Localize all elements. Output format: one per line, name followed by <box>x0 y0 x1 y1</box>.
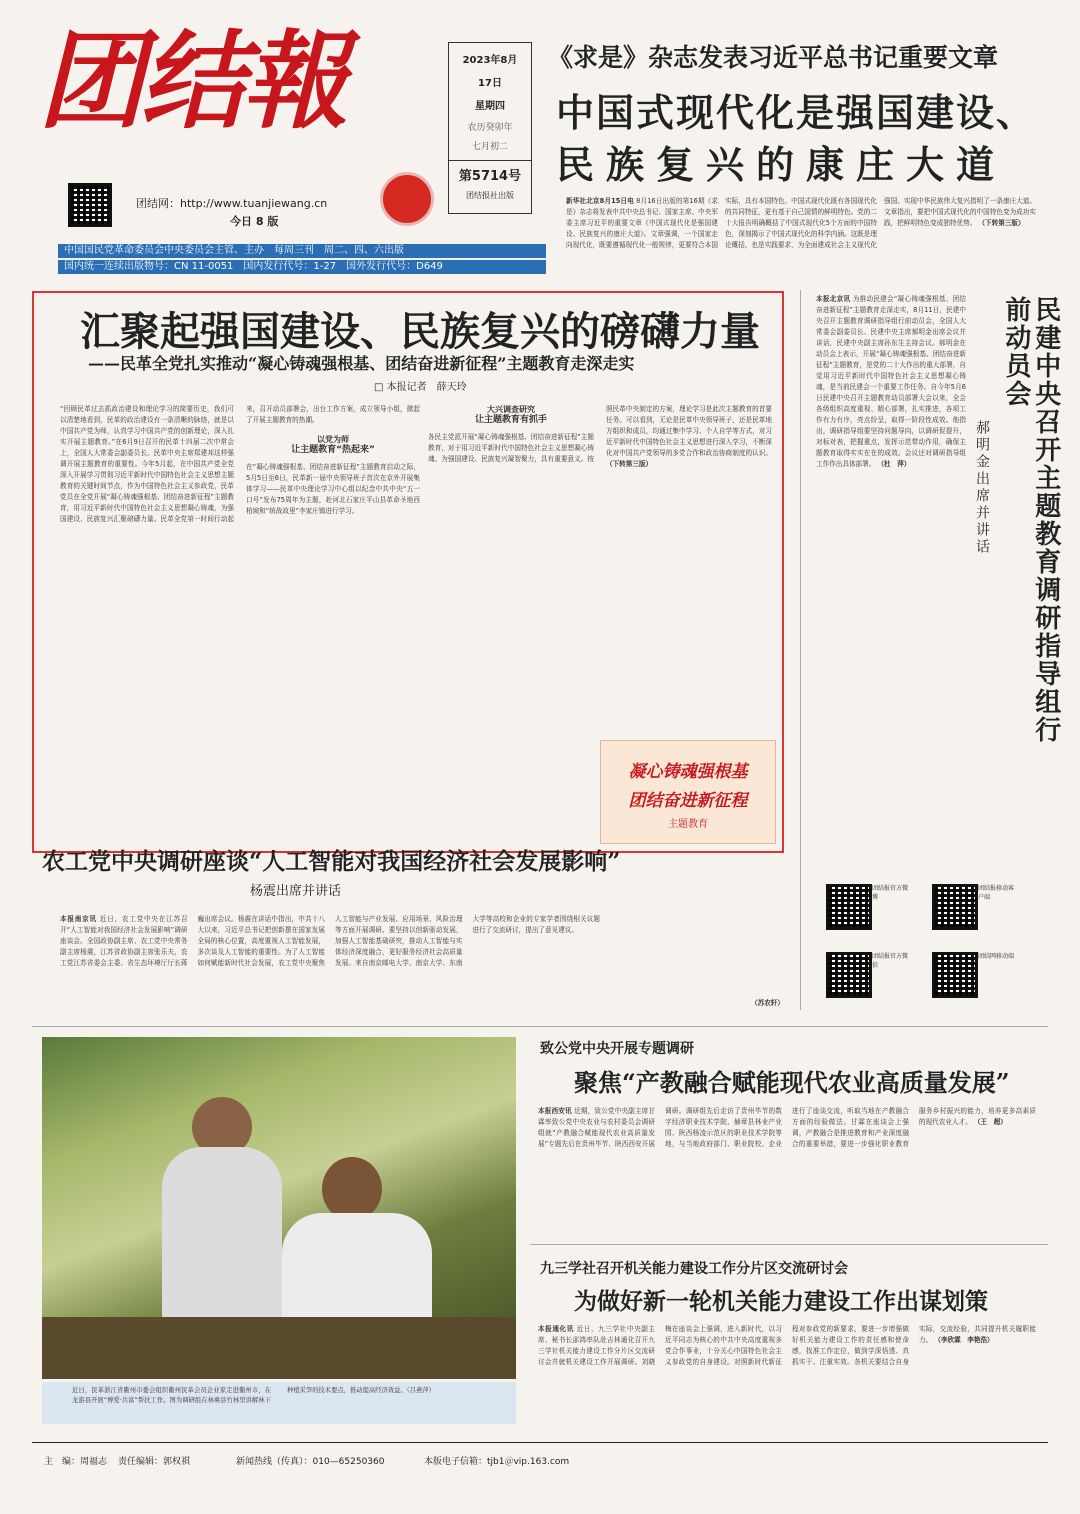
agri-story-body <box>60 914 600 1016</box>
publisher: 团结报社出版 <box>466 191 514 200</box>
theme-promo-banner <box>600 740 776 844</box>
footer-editor-chief: 主 编：周福志 <box>44 1457 108 1467</box>
agri-end: （苏农轩） <box>751 999 784 1007</box>
jiusan-body <box>538 1324 1036 1436</box>
date-box <box>448 42 532 214</box>
promo-line-2: 团结奋进新征程 <box>628 791 748 811</box>
lead-kicker: 《求是》杂志发表习近平总书记重要文章 <box>548 43 999 72</box>
right-divider <box>800 290 801 1010</box>
qr-label-wechat: 团结报官方微信 <box>872 953 909 969</box>
lead-body <box>566 196 1036 278</box>
website-url: 团结网：http://www.tuanjiewang.cn <box>136 197 328 210</box>
agri-story-body-2 <box>604 858 784 1012</box>
zhigong-body <box>538 1106 1036 1224</box>
party-emblem-icon <box>380 172 434 226</box>
agri-byline: 本报南京讯 <box>60 915 97 923</box>
right-story-title: 民建中央召开主题教育调研指导组行前动员会 <box>1000 296 1061 744</box>
sub1-title: 让主题教育“热起来” <box>291 445 375 455</box>
lead-byline: 新华社北京8月15日电 <box>566 197 634 205</box>
right-mid-rule <box>530 1244 1048 1245</box>
right-story-byline: 本报北京讯 <box>816 295 851 303</box>
banner-1-text: 中国国民党革命委员会中央委员会主管、主办 每周三刊 周二、四、六出版 <box>64 245 404 256</box>
news-photo <box>42 1037 516 1379</box>
lead-title-line-1: 中国式现代化是强国建设、 <box>556 90 1037 135</box>
feature-title: 汇聚起强国建设、民族复兴的磅礴力量 <box>80 308 760 355</box>
qr-code-wechat <box>826 952 872 998</box>
agri-text: 近日，农工党中央在江苏召开“人工智能对我国经济社会发展影响”调研座谈会。全国政协副主席、农工党中央常务副主席杨震，江苏省政协副主席张乐夫，农工党江苏省委会主委、省生态环境厅厅长蒋巍出席会议。杨震在讲话中指出，中共十八大以来，习近平总书记把创新摆在国家发展全局的核心位置，高度重视人工智能发展，多次谈及人工智能的重要性。为了人工智能如何赋能新时代社会发展，农工党中央聚焦人工智能与产业发展、应用场景、风险治理等方面开展调研。要坚持以创新驱动发展，加强人工智能基础研究，推动人工智能与实体经济深度融合，更好服务经济社会高质量发展。来自南京邮电大学、南京大学、东南大学等高校和企业的专家学者围绕相关议题进行了交流研讨，提出了意见建议。 <box>60 915 600 967</box>
jiusan-text: 近日，九三学社中央副主席、秘书长邵鸿率队赴吉林通化召开九三学社机关能力建设工作分片区交流研讨会并就机关建设工作开展调研。刘晓梅在座谈会上强调，进入新时代，以习近平同志为核心的中共中央高度重视多党合作事业，十分关心中国特色社会主义参政党的自身建设。对照新时代新征程对参政党的新要求，要进一步增强做好机关能力建设工作的责任感和使命感，找准工作定位，做到学深悟透、真抓实干、注重实效。各机关要结合自身实际，交流经验，共同提升机关履职能力。 <box>538 1325 1036 1366</box>
masthead-logo: 团结報 <box>38 18 344 143</box>
photo-person-1-body <box>162 1147 282 1327</box>
sub2-body: 各民主党派开展“凝心铸魂强根基、团结奋进新征程”主题教育，对于用习近平新时代中国特色社会主义思想凝心铸魂、为强国建设、民族复兴凝智聚力，具有重要意义。按照民革中央制定的方案，理论学习是此次主题教育的首要任务。可以看到，无论是民革中央领导班子，还是民革地方组织和成员，均通过集中学习、个人自学等方式，对习近平新时代中国特色社会主义思想进行深入学习，不断深化对中国共产党领导的多党合作和政治协商制度的认识。 <box>428 405 772 463</box>
feature-body-text: “回顾民革过去抓政治建设和理论学习的简要历史，我们可以清楚地看到，民革的政治建设有一条清晰的脉络，就是以中国共产党为师，认真学习中国共产党的创新理论，深入扎实开展主题教育。”在6月9日召开的民革十四届二次中常会上，全国人大常委会副委员长、民革中央主席郑建邦这样强调开展主题教育的重要性。今年5月起，在中国共产党全党深入开展学习贯彻习近平新时代中国特色社会主义思想主题教育的关键时间节点，作为中国特色社会主义参政党，民革党员在全党开展“凝心铸魂强根基、团结奋进新征程”主题教育，用习近平新时代中国特色社会主义思想凝心铸魂，为强国建设、民族复兴汇聚磅礴力量。民革全党第一时间行动起来，召开动员部署会，出台工作方案，成立领导小组，掀起了开展主题教育的热潮。 <box>60 405 420 523</box>
promo-line-1: 凝心铸魂强根基 <box>628 762 748 782</box>
footer-hotline: 新闻热线（传真）：010—65250360 <box>236 1457 385 1467</box>
lead-body-text: 8月16日出版的第16期《求是》杂志将发表中共中央总书记、国家主席、中央军委主席习近平的重要文章《中国式现代化是强国建设、民族复兴的康庄大道》。文章强调，一个国家走向现代化，既要遵循现代化一般规律，更要符合本国实际，具有本国特色。中国式现代化既有各国现代化的共同特征，更有基于自己国情的鲜明特色。党的二十大报告明确概括了中国式现代化5个方面的中国特色，深刻揭示了中国式现代化的科学内涵。这既是理论概括，也是实践要求，为全面建成社会主义现代化强国、实现中华民族伟大复兴指明了一条康庄大道。文章指出，要把中国式现代化的中国特色变为成功实践，把鲜明特色变成独特优势。 <box>566 197 1036 249</box>
footer-rule <box>32 1442 1048 1443</box>
date-lunar-day: 七月初二 <box>471 142 508 152</box>
qr-code-weibo <box>826 884 872 930</box>
page-count: 今日 8 版 <box>230 215 279 228</box>
header-banner-2 <box>58 260 546 274</box>
issue-number: 第5714号 <box>449 160 531 184</box>
jiusan-kicker: 九三学社召开机关能力建设工作分片区交流研讨会 <box>540 1261 848 1277</box>
feature-col-left <box>60 404 420 844</box>
banner-2-text: 国内统一连续出版物号：CN 11-0051 国内发行代号：1-27 国外发行代号：D649 <box>64 261 443 272</box>
jiusan-byline: 本报通化讯 <box>538 1325 574 1333</box>
right-story-end: （杜 萍） <box>877 460 911 468</box>
sub2-kicker: 大兴调查研究 <box>487 405 535 414</box>
zhigong-text: 近期，致公党中央副主席甘霖率致公党中央农业与农村委员会调研组就“产教融合赋能现代农业高质量发展”专题先后在贵州毕节、陕西西安开展调研。调研组先后走访了贵州毕节的数字经济职业技术学院、赫章县林业产业园、陕西杨凌示范区的职业技术学院等地，与当地政府部门、职业院校、企业进行了座谈交流，听取当地在产教融合方面的经验做法。甘霖在座谈会上强调，产教融合是推进教育和产业深度融合的重要举措，要进一步强化职业教育服务乡村振兴的能力，培养更多高素质的现代农业人才。 <box>538 1107 1036 1148</box>
qr-code-web <box>932 952 978 998</box>
website-qr-code <box>68 183 112 227</box>
photo-ground <box>42 1317 516 1379</box>
photo-caption-text: 近日，民革浙江省衢州市委会组织衢州民革会员企业家走进衢州市，在龙游县开展“博爱·共富”帮扶工作。图为调研组在林乘县竹林里讲解林下种植采笋的技术要点，推动提高经济效益。（吕燕萍） <box>72 1387 435 1404</box>
right-story-subtitle: 郝明金出席并讲话 <box>974 420 990 556</box>
agri-story-title: 农工党中央调研座谈“人工智能对我国经济社会发展影响” <box>42 848 621 875</box>
agri-story-subtitle: 杨震出席并讲话 <box>250 884 342 899</box>
photo-caption <box>42 1382 516 1424</box>
photo-person-2 <box>322 1157 382 1221</box>
qr-label-app: 团结报移动客户端 <box>978 885 1015 901</box>
promo-line-3: 主题教育 <box>668 819 708 830</box>
qr-label-web: 团结网移动端 <box>978 953 1015 960</box>
lead-continued: （下转第三版） <box>978 219 1025 227</box>
jiusan-end: （李欣霖 李艳浩） <box>934 1336 994 1344</box>
sub1-kicker: 以党为师 <box>317 435 349 444</box>
qr-label-weibo: 团结报官方微博 <box>872 885 909 901</box>
mid-rule <box>32 1026 1048 1027</box>
date-lunar-year: 农历癸卯年 <box>467 123 513 133</box>
zhigong-title: 聚焦“产教融合赋能现代农业高质量发展” <box>574 1068 1010 1097</box>
header-banner-1 <box>58 244 546 258</box>
sub2-continued: （下转第三版） <box>606 460 653 468</box>
lead-title-line-2: 民族复兴的康庄大道 <box>556 142 1007 187</box>
qr-code-app <box>932 884 978 930</box>
jiusan-title: 为做好新一轮机关能力建设工作出谋划策 <box>574 1288 988 1315</box>
footer-editor: 责任编辑：郭权祺 <box>118 1457 191 1467</box>
zhigong-kicker: 致公党中央开展专题调研 <box>540 1041 694 1057</box>
sub1-body: 在“凝心铸魂强根基、团结奋进新征程”主题教育启动之际，5月5日至6日，民革新一届中央领导班子首次在京外开展集体学习——民革中央理论学习中心组以纪念中共中央“五一口号”发布75周年为主题，赴河北石家庄平山县革命圣地西柏坡和“统战故里”李家庄镇进行学习。 <box>246 463 420 515</box>
right-story-text: 为推动民建会“凝心铸魂强根基、团结奋进新征程”主题教育走深走实，8月11日，民建中央召开主题教育调研指导组行前动员会，全国人大常委会副委员长、民建中央主席郝明金出席会议并讲话，民建中央副主席孙东生主持会议。郝明金在动员会上表示，开展“凝心铸魂强根基、团结奋进新征程”主题教育，是党的二十大作出的重大部署，自觉用习近平新时代中国特色社会主义思想凝心铸魂，是当前民建会一个重要工作任务。自今年5月6日民建中央召开主题教育动员部署大会以来，全会各级组织高度重视、精心部署，扎实推进，各项工作有力有序，亮点纷呈，取得一阶段性成效。他指出，调研指导组要坚持问题导向，以调研促提升，对标对表，把握重点，发挥示范带动作用，确保主题教育取得实实在在的成效。会议还对调研指导组工作作出具体部署。 <box>816 295 966 468</box>
zhigong-byline: 本报西安讯 <box>538 1107 572 1115</box>
feature-byline: □ 本报记者 薛天玲 <box>374 382 467 393</box>
date-weekday: 星期四 <box>475 101 505 112</box>
date-year-month: 2023年8月 <box>462 55 518 66</box>
zhigong-end: （王 超） <box>973 1118 1007 1126</box>
sub2-title: 让主题教育有抓手 <box>474 415 547 425</box>
feature-col-right <box>428 404 772 740</box>
footer-email: 本版电子信箱：tjb1＠vip.163.com <box>424 1457 570 1467</box>
feature-subtitle: ——民革全党扎实推动“凝心铸魂强根基、团结奋进新征程”主题教育走深走实 <box>88 354 635 373</box>
date-day: 17日 <box>478 78 502 89</box>
